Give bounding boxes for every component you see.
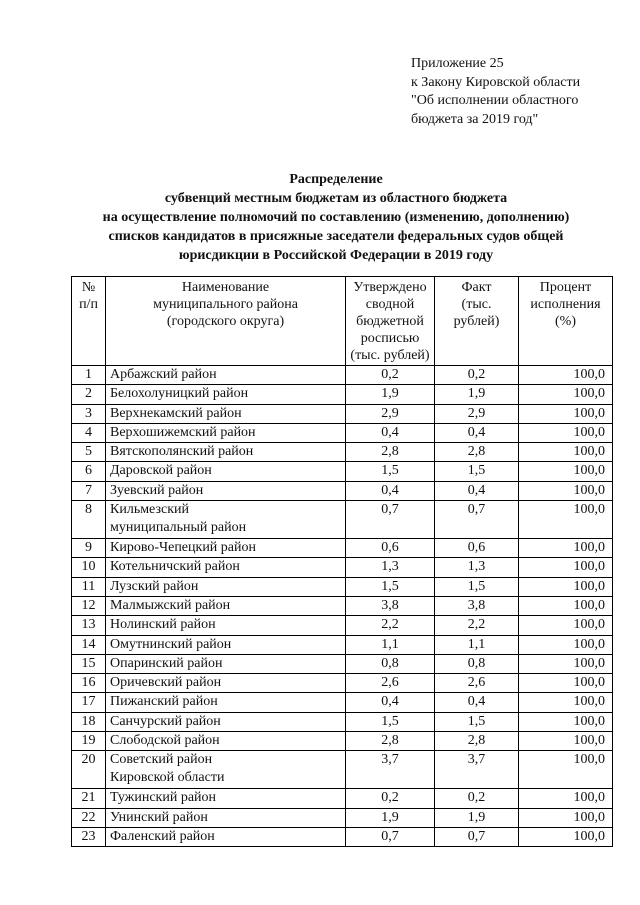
percent-value-cell: 100,0: [519, 732, 613, 751]
percent-value-cell: 100,0: [519, 423, 613, 442]
approved-value-cell: 0,8: [346, 654, 435, 673]
row-number-cell: 10: [72, 558, 106, 577]
table-row: [72, 789, 613, 808]
table-row: [72, 616, 613, 635]
district-name-cell: [106, 751, 346, 789]
percent-value-cell: 100,0: [519, 404, 613, 423]
table-row: [72, 462, 613, 481]
district-name-cell: [106, 596, 346, 615]
table-row: [72, 596, 613, 615]
fact-value-cell: 0,7: [435, 501, 519, 539]
fact-value-cell: 1,1: [435, 635, 519, 654]
percent-value-cell: 100,0: [519, 501, 613, 539]
fact-value-cell: 0,7: [435, 827, 519, 846]
header-name: Наименование муниципального района (городского округа): [106, 277, 346, 366]
table-row: [72, 385, 613, 404]
district-name-line: Опаринский район: [110, 655, 223, 671]
title-line: субвенций местным бюджетам из областного бюджета: [164, 191, 508, 206]
fact-value-cell: 2,9: [435, 404, 519, 423]
table-body: [72, 366, 613, 847]
fact-value-cell: 2,8: [435, 443, 519, 462]
header-percent: Процент исполнения (%): [519, 277, 613, 366]
header-fact: Факт (тыс. рублей): [435, 277, 519, 366]
percent-value-cell: 100,0: [519, 654, 613, 673]
district-name-line: Малмыжский район: [110, 597, 231, 613]
fact-value-cell: 1,3: [435, 558, 519, 577]
district-name-line: Кильмезский: [110, 502, 189, 518]
row-number-cell: 14: [72, 635, 106, 654]
row-number-cell: 19: [72, 732, 106, 751]
district-name-line: Вятскополянский район: [110, 444, 254, 460]
table-row: [72, 481, 613, 500]
district-name-cell: [106, 789, 346, 808]
district-name-cell: [106, 635, 346, 654]
approved-value-cell: 0,4: [346, 693, 435, 712]
percent-value-cell: 100,0: [519, 596, 613, 615]
approved-value-cell: 1,9: [346, 808, 435, 827]
district-name-line: Омутнинский район: [110, 636, 232, 652]
approved-value-cell: 0,2: [346, 789, 435, 808]
district-name-line: Белохолуницкий район: [110, 386, 249, 402]
header-num: № п/п: [72, 277, 106, 366]
district-name-line: Арбажский район: [110, 367, 217, 382]
fact-value-cell: 3,8: [435, 596, 519, 615]
row-number-cell: 23: [72, 827, 106, 846]
district-name-line: Верхошижемский район: [110, 424, 256, 440]
table-row: [72, 693, 613, 712]
district-name-line: Лузский район: [110, 578, 199, 594]
approved-value-cell: 3,8: [346, 596, 435, 615]
table-header-row: [72, 277, 613, 366]
row-number-cell: 15: [72, 654, 106, 673]
table-row: [72, 732, 613, 751]
table-row: [72, 423, 613, 442]
percent-value-cell: 100,0: [519, 385, 613, 404]
district-name-cell: [106, 558, 346, 577]
title-line: списков кандидатов в присяжные заседатели федеральных судов общей: [108, 229, 564, 244]
approved-value-cell: 0,7: [346, 827, 435, 846]
subventions-table: [71, 276, 613, 847]
approved-value-cell: 1,5: [346, 712, 435, 731]
approved-value-cell: 1,1: [346, 635, 435, 654]
district-name-line: Даровской район: [110, 463, 212, 479]
fact-value-cell: 0,4: [435, 423, 519, 442]
fact-value-cell: 0,4: [435, 693, 519, 712]
row-number-cell: 2: [72, 385, 106, 404]
row-number-cell: 1: [72, 366, 106, 385]
district-name-cell: [106, 481, 346, 500]
fact-value-cell: 3,7: [435, 751, 519, 789]
table-row: [72, 635, 613, 654]
district-name-line: Фаленский район: [110, 828, 215, 844]
row-number-cell: 9: [72, 539, 106, 558]
approved-value-cell: 1,5: [346, 462, 435, 481]
table-row: [72, 558, 613, 577]
table-row: [72, 827, 613, 846]
row-number-cell: 3: [72, 404, 106, 423]
fact-value-cell: 0,2: [435, 366, 519, 385]
percent-value-cell: 100,0: [519, 616, 613, 635]
row-number-cell: 22: [72, 808, 106, 827]
district-name-cell: [106, 539, 346, 558]
appendix-line: Приложение 25: [411, 56, 504, 71]
district-name-line: Санчурский район: [110, 713, 221, 729]
appendix-line: к Закону Кировской области: [411, 74, 581, 90]
district-name-line: Зуевский район: [110, 482, 204, 498]
district-name-line: Нолинский район: [110, 617, 216, 633]
row-number-cell: 8: [72, 501, 106, 539]
row-number-cell: 17: [72, 693, 106, 712]
appendix-line: бюджета за 2019 год": [411, 111, 539, 127]
fact-value-cell: 0,4: [435, 481, 519, 500]
approved-value-cell: 1,5: [346, 577, 435, 596]
row-number-cell: 5: [72, 443, 106, 462]
percent-value-cell: 100,0: [519, 443, 613, 462]
fact-value-cell: 1,9: [435, 385, 519, 404]
percent-value-cell: 100,0: [519, 827, 613, 846]
table-row: [72, 366, 613, 385]
fact-value-cell: 2,6: [435, 674, 519, 693]
row-number-cell: 21: [72, 789, 106, 808]
approved-value-cell: 1,3: [346, 558, 435, 577]
district-name-cell: [106, 404, 346, 423]
approved-value-cell: 0,4: [346, 481, 435, 500]
fact-value-cell: 1,5: [435, 577, 519, 596]
row-number-cell: 7: [72, 481, 106, 500]
approved-value-cell: 2,8: [346, 443, 435, 462]
percent-value-cell: 100,0: [519, 751, 613, 789]
district-name-cell: [106, 443, 346, 462]
district-name-line: Пижанский район: [110, 694, 218, 710]
district-name-cell: [106, 827, 346, 846]
district-name-cell: [106, 616, 346, 635]
fact-value-cell: 0,6: [435, 539, 519, 558]
appendix-note: [411, 55, 580, 129]
percent-value-cell: 100,0: [519, 712, 613, 731]
row-number-cell: 18: [72, 712, 106, 731]
approved-value-cell: 0,4: [346, 423, 435, 442]
district-name-cell: [106, 423, 346, 442]
district-name-cell: [106, 501, 346, 539]
percent-value-cell: 100,0: [519, 539, 613, 558]
percent-value-cell: 100,0: [519, 693, 613, 712]
district-name-line: Слободской район: [110, 733, 220, 749]
approved-value-cell: 2,2: [346, 616, 435, 635]
district-name-cell: [106, 693, 346, 712]
table-row: [72, 577, 613, 596]
approved-value-cell: 1,9: [346, 385, 435, 404]
approved-value-cell: 2,6: [346, 674, 435, 693]
percent-value-cell: 100,0: [519, 577, 613, 596]
table-row: [72, 539, 613, 558]
table-row: [72, 654, 613, 673]
district-name-line: муниципальный район: [110, 520, 247, 536]
fact-value-cell: 2,2: [435, 616, 519, 635]
district-name-cell: [106, 654, 346, 673]
fact-value-cell: 1,9: [435, 808, 519, 827]
row-number-cell: 16: [72, 674, 106, 693]
approved-value-cell: 2,8: [346, 732, 435, 751]
document-title: [60, 170, 612, 265]
title-line: юрисдикции в Российской Федерации в 2019 году: [178, 248, 494, 263]
row-number-cell: 12: [72, 596, 106, 615]
percent-value-cell: 100,0: [519, 462, 613, 481]
district-name-line: Унинский район: [110, 809, 208, 825]
percent-value-cell: 100,0: [519, 558, 613, 577]
appendix-line: "Об исполнении областного: [411, 93, 579, 108]
row-number-cell: 6: [72, 462, 106, 481]
percent-value-cell: 100,0: [519, 674, 613, 693]
district-name-line: Кирово-Чепецкий район: [110, 540, 257, 556]
table-row: [72, 808, 613, 827]
row-number-cell: 20: [72, 751, 106, 789]
percent-value-cell: 100,0: [519, 808, 613, 827]
district-name-cell: [106, 732, 346, 751]
district-name-line: Советский район: [110, 752, 213, 768]
header-approved: Утверждено сводной бюджетной росписью (тыс. рублей): [346, 277, 435, 366]
district-name-cell: [106, 462, 346, 481]
fact-value-cell: 1,5: [435, 712, 519, 731]
table-row: [72, 501, 613, 539]
approved-value-cell: 2,9: [346, 404, 435, 423]
table-row: [72, 404, 613, 423]
district-name-cell: [106, 577, 346, 596]
approved-value-cell: 0,6: [346, 539, 435, 558]
district-name-cell: [106, 366, 346, 385]
district-name-cell: [106, 674, 346, 693]
district-name-cell: [106, 385, 346, 404]
district-name-line: Тужинский район: [110, 790, 217, 806]
percent-value-cell: 100,0: [519, 366, 613, 385]
title-line: на осуществление полномочий по составлению (изменению, дополнению): [102, 210, 570, 225]
row-number-cell: 4: [72, 423, 106, 442]
percent-value-cell: 100,0: [519, 481, 613, 500]
fact-value-cell: 1,5: [435, 462, 519, 481]
fact-value-cell: 0,8: [435, 654, 519, 673]
table-row: [72, 712, 613, 731]
approved-value-cell: 3,7: [346, 751, 435, 789]
percent-value-cell: 100,0: [519, 635, 613, 654]
district-name-cell: [106, 712, 346, 731]
table-row: [72, 443, 613, 462]
district-name-line: Кировской области: [110, 770, 225, 786]
district-name-line: Верхнекамский район: [110, 405, 242, 421]
district-name-line: Оричевский район: [110, 675, 222, 691]
district-name-cell: [106, 808, 346, 827]
row-number-cell: 13: [72, 616, 106, 635]
percent-value-cell: 100,0: [519, 789, 613, 808]
row-number-cell: 11: [72, 577, 106, 596]
approved-value-cell: 0,2: [346, 366, 435, 385]
title-line: Распределение: [289, 172, 383, 187]
fact-value-cell: 0,2: [435, 789, 519, 808]
table-row: [72, 674, 613, 693]
district-name-line: Котельничский район: [110, 559, 240, 575]
approved-value-cell: 0,7: [346, 501, 435, 539]
table-row: [72, 751, 613, 789]
fact-value-cell: 2,8: [435, 732, 519, 751]
